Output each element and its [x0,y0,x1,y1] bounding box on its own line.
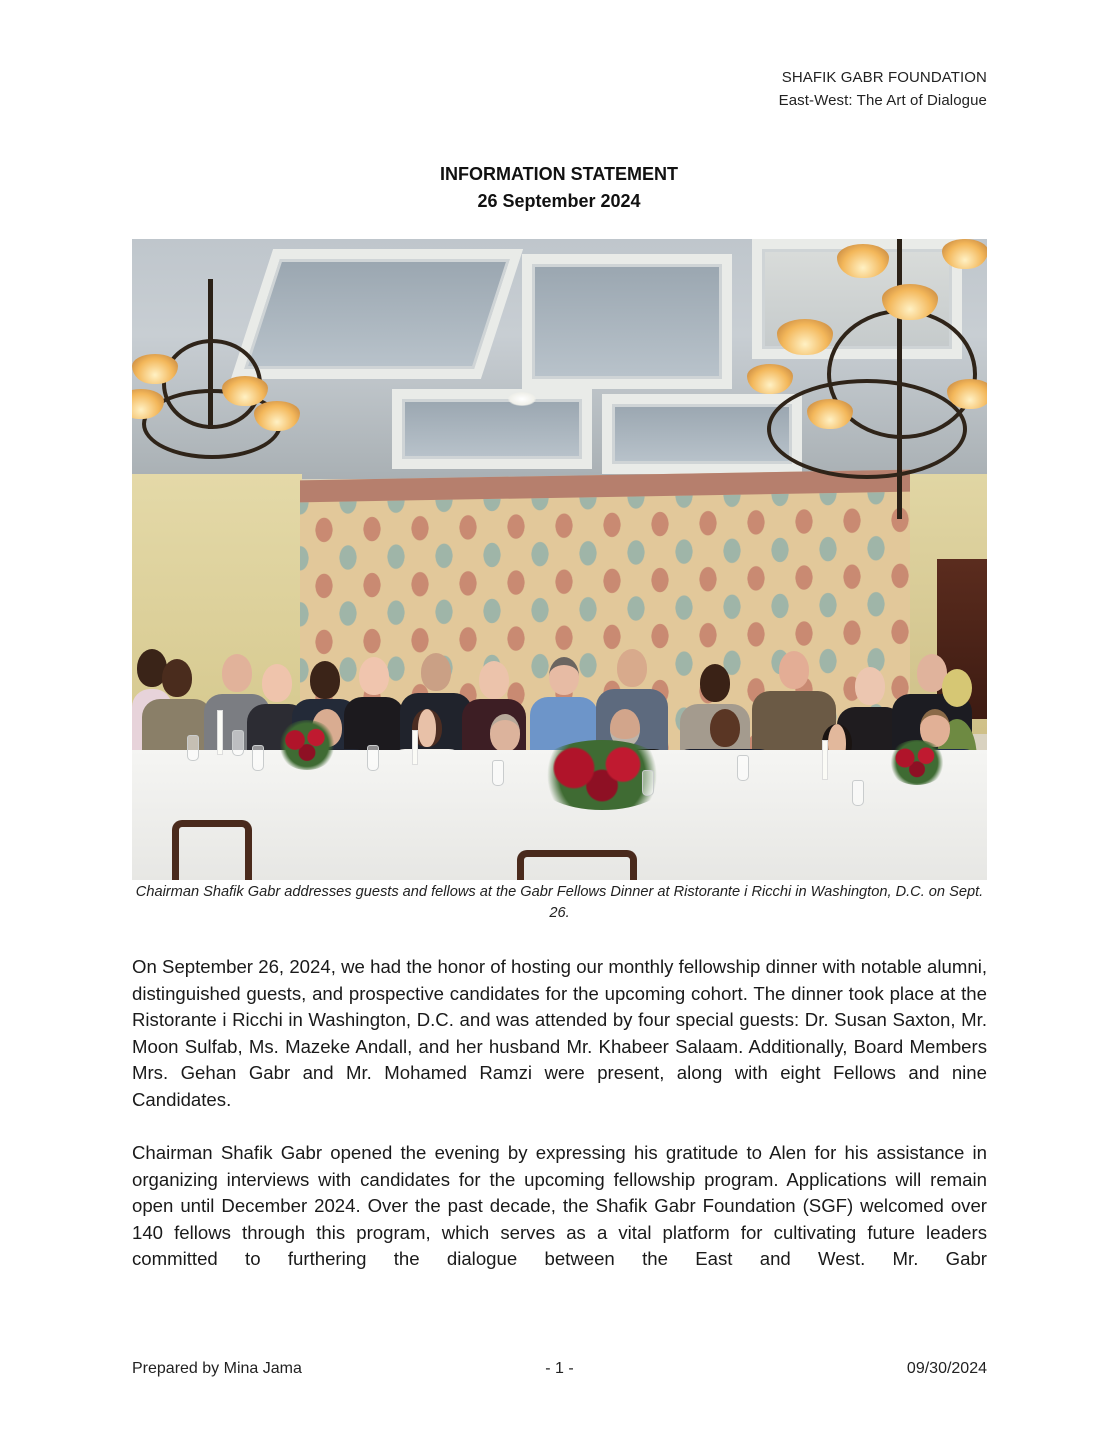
organization-name: SHAFIK GABR FOUNDATION [781,69,987,86]
body-paragraph: On September 26, 2024, we had the honor of hosting our monthly fellowship dinner with notable alumni, distinguished guests, and prospective candidates for the upcoming cohort. The dinner took place at the Ristorante i Ricchi in Washington, D.C. and was attended by four special guests: Dr. Susan Saxton, Mr. Moon Sulfab, Ms. Mazeke Andall, and her husband Mr. Khabeer Salaam. Additionally, Board Members Mrs. Gehan Gabr and Mr. Mohamed Ramzi were present, along with eight Fellows and nine Candidates. [132,956,987,1110]
title-heading: INFORMATION STATEMENT [440,164,678,184]
footer-page-number: - 1 - [545,1360,574,1377]
photo-caption: Chairman Shafik Gabr addresses guests and fellows at the Gabr Fellows Dinner at Ristorante i Ricchi in Washington, D.C. on Sept. 26. [135,884,984,921]
page-footer [132,1360,987,1384]
title-date: 26 September 2024 [477,191,641,211]
chandelier-left-icon [132,279,312,479]
page-header [779,66,987,112]
footer-date: 09/30/2024 [906,1360,987,1377]
event-photo [132,239,987,880]
document-title [0,161,1118,215]
organization-tagline: East-West: The Art of Dialogue [778,92,987,109]
photo-dinner-table [132,750,987,880]
footer-prepared-by: Prepared by Mina Jama [132,1360,302,1377]
body-paragraph: Chairman Shafik Gabr opened the evening by expressing his gratitude to Alen for his assistance in organizing interviews with candidates for the upcoming fellowship program. Applications will remain open until December 2024. Over the past decade, the Shafik Gabr Foundation (SGF) welcomed over 140 fellows through this program, which serves as a vital platform for cultivating future leaders committed to furthering the dialogue between the East and West. Mr. Gabr [132,1142,987,1270]
chandelier-right-icon [747,239,987,529]
